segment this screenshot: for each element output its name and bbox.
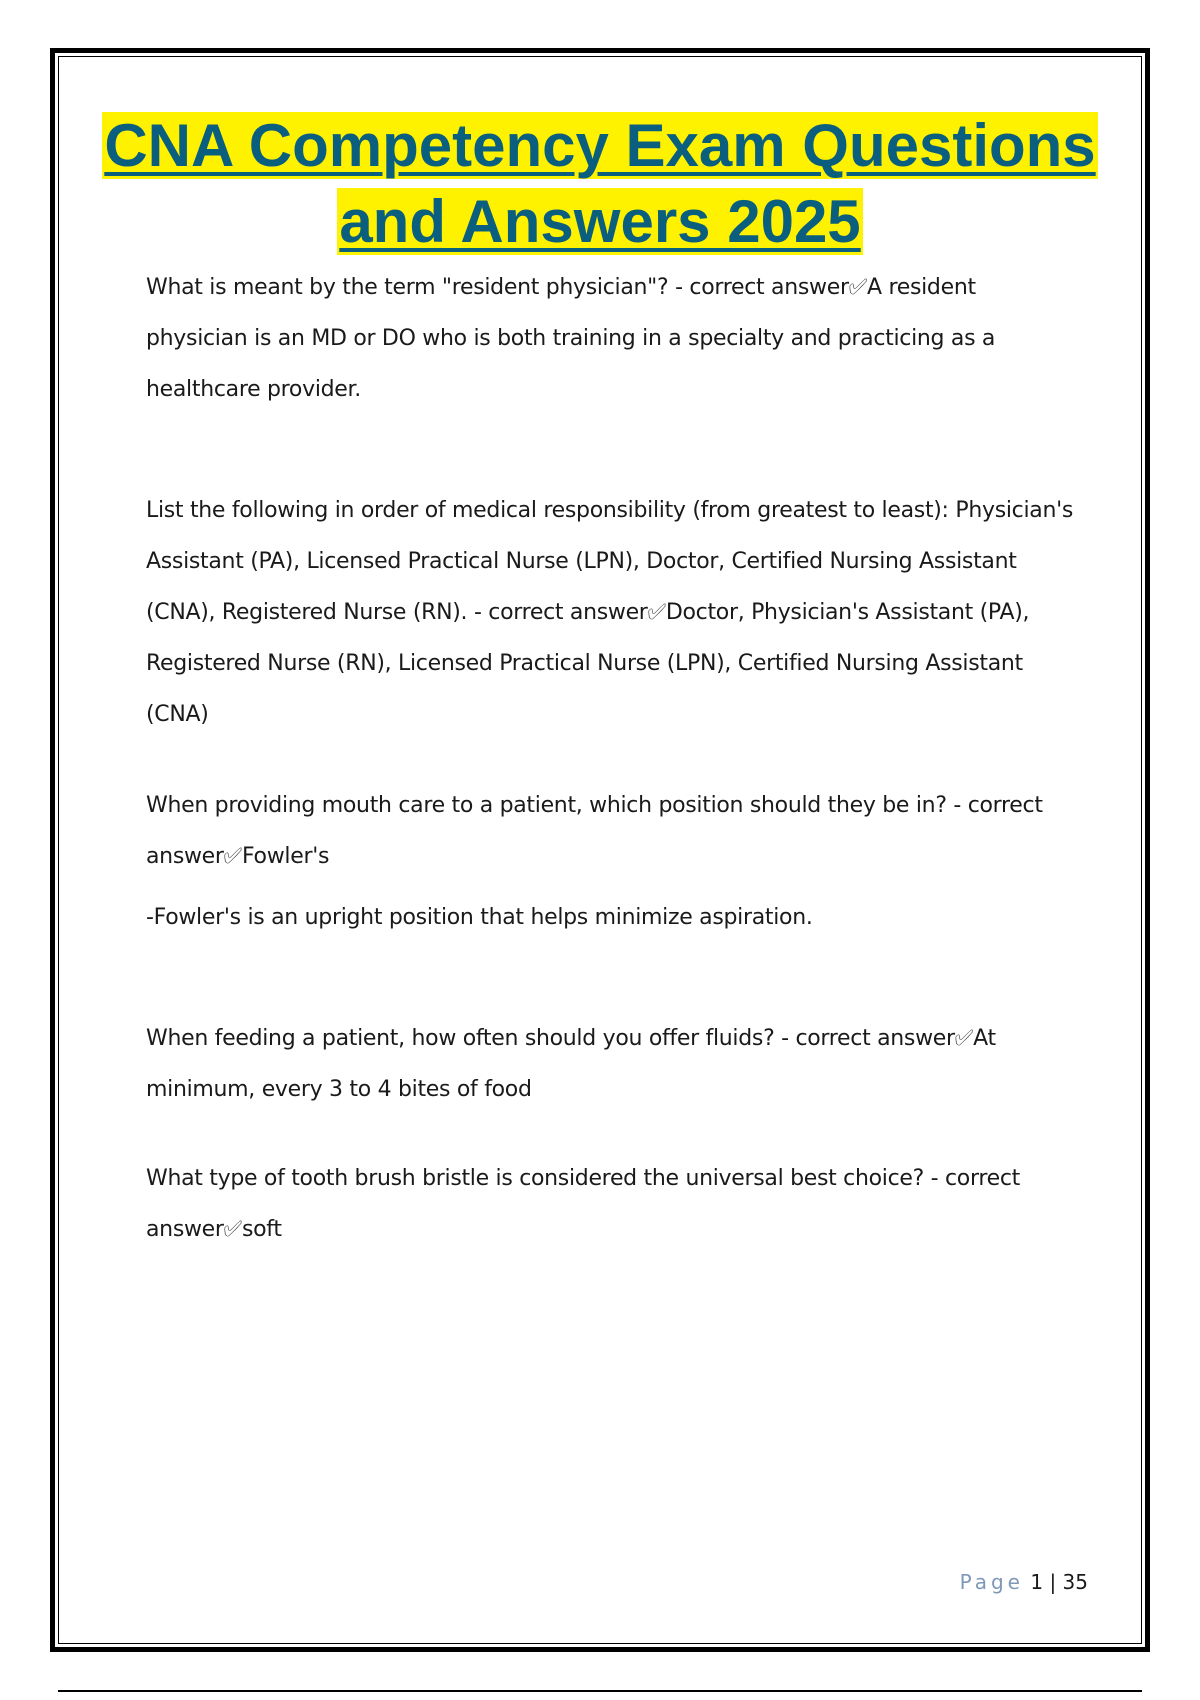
qa-list xyxy=(146,262,1076,1255)
checkmark-icon: ✅︎ xyxy=(223,844,242,869)
answer-text: A resident physician is an MD or DO who is both training in a specialty and practicing as a healthcare provider. xyxy=(146,275,996,402)
answer-text: soft xyxy=(241,1217,282,1242)
answer-text: At minimum, every 3 to 4 bites of food xyxy=(146,1026,996,1102)
qa-item-4 xyxy=(146,1013,1076,1115)
document-title-text: CNA Competency Exam Questions and Answers 2025 xyxy=(104,112,1096,255)
page-number: 1 xyxy=(1030,1570,1044,1594)
total-pages: 35 xyxy=(1062,1570,1088,1594)
question-text: When providing mouth care to a patient, which position should they be in? - correct answer xyxy=(146,793,1043,869)
question-text: List the following in order of medical responsibility (from greatest to least): Physician's Assistant (PA), Licensed Practical Nurse (LPN), Doctor, Certified Nursing Assistant (CNA), Registered Nurse (RN). - correct answer xyxy=(146,498,1074,625)
bottom-divider xyxy=(58,1690,1142,1692)
checkmark-icon: ✅︎ xyxy=(954,1026,974,1051)
qa-item-2 xyxy=(146,485,1076,740)
checkmark-icon: ✅︎ xyxy=(647,600,666,625)
answer-text: Fowler's xyxy=(241,844,330,869)
qa-item-3 xyxy=(146,780,1076,882)
checkmark-icon: ✅︎ xyxy=(223,1217,242,1242)
checkmark-icon: ✅︎ xyxy=(848,275,867,300)
answer-text: Doctor, Physician's Assistant (PA), Registered Nurse (RN), Licensed Practical Nurse (LPN), Certified Nursing Assistant (CNA) xyxy=(146,600,1030,727)
page-footer xyxy=(960,1570,1088,1594)
page-word: Page xyxy=(959,1570,1024,1594)
qa-item-5 xyxy=(146,1153,1076,1255)
qa-item-3-note: -Fowler's is an upright position that helps minimize aspiration. xyxy=(146,905,813,930)
document-title xyxy=(60,108,1140,260)
question-text: When feeding a patient, how often should you offer fluids? - correct answer xyxy=(146,1026,955,1051)
page-separator: | xyxy=(1049,1570,1057,1594)
question-text: What type of tooth brush bristle is considered the universal best choice? - correct answer xyxy=(146,1166,1020,1242)
question-text: What is meant by the term "resident physician"? - correct answer xyxy=(146,275,849,300)
qa-item-1 xyxy=(146,262,1076,415)
